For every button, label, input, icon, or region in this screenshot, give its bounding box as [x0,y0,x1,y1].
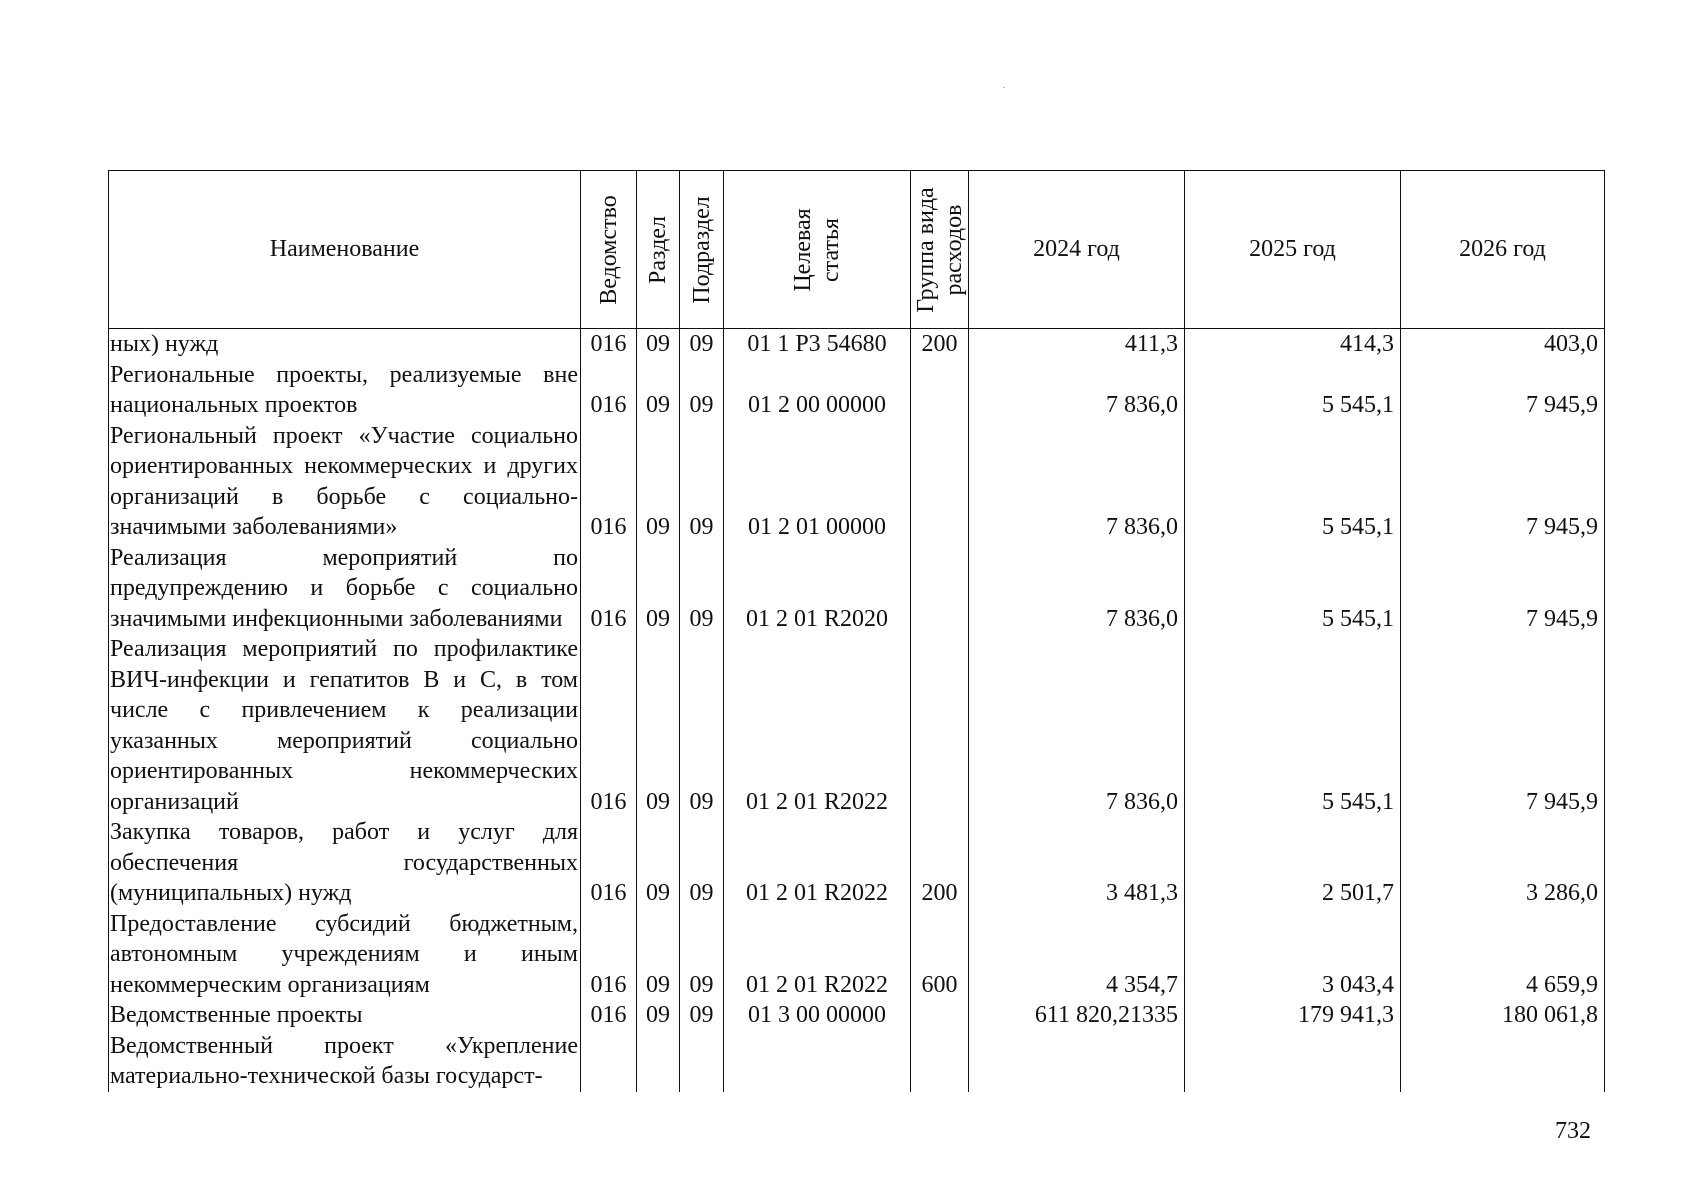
row-value-2024: 3 481,3 [969,817,1185,909]
row-podrazdel: 09 [680,909,724,1001]
row-value-2024: 7 836,0 [969,360,1185,421]
row-celevaya-statya: 01 2 01 00000 [724,421,911,543]
header-vedomstvo [581,171,637,329]
header-podrazdel-label: Подраздел [688,195,715,304]
header-2024 [969,171,1185,329]
row-value-2026: 3 286,0 [1401,817,1605,909]
table-row [109,360,1605,421]
row-vedomstvo: 016 [581,543,637,635]
row-podrazdel: 09 [680,421,724,543]
row-razdel [637,1031,680,1092]
row-gruppa [911,421,969,543]
row-value-2025: 5 545,1 [1185,421,1401,543]
header-podrazdel [680,171,724,329]
row-podrazdel: 09 [680,360,724,421]
row-gruppa [911,543,969,635]
row-value-2026: 180 061,8 [1401,1000,1605,1031]
row-name: Региональные проекты, реализуемые вне национальных проектов [109,360,581,421]
page-number: 732 [1555,1118,1591,1144]
header-row [109,171,1605,329]
row-gruppa: 600 [911,909,969,1001]
page-mark [1003,87,1005,88]
row-value-2026: 7 945,9 [1401,421,1605,543]
row-gruppa [911,360,969,421]
row-celevaya-statya: 01 1 Р3 54680 [724,329,911,360]
row-razdel: 09 [637,329,680,360]
header-celevaya-statya-label [789,208,845,291]
header-2025-label: 2025 год [1249,236,1336,263]
header-celevaya-line1: Целевая [790,207,816,292]
row-vedomstvo: 016 [581,421,637,543]
row-value-2025 [1185,1031,1401,1092]
table-row [109,329,1605,360]
row-value-2024: 4 354,7 [969,909,1185,1001]
row-vedomstvo: 016 [581,634,637,817]
row-value-2024: 7 836,0 [969,634,1185,817]
row-gruppa: 200 [911,329,969,360]
row-value-2024: 411,3 [969,329,1185,360]
row-celevaya-statya: 01 2 01 R2022 [724,909,911,1001]
row-celevaya-statya [724,1031,911,1092]
row-name: Предоставление субсидий бюджетным, автономным учреждениям и иным некоммерческим организациям [109,909,581,1001]
header-2026-label: 2026 год [1459,236,1546,263]
row-value-2025: 5 545,1 [1185,634,1401,817]
header-gruppa-vida-rashodov [911,171,969,329]
table-row [109,817,1605,909]
row-razdel: 09 [637,421,680,543]
table-row [109,543,1605,635]
row-gruppa [911,1031,969,1092]
row-podrazdel: 09 [680,329,724,360]
row-vedomstvo: 016 [581,329,637,360]
row-razdel: 09 [637,909,680,1001]
row-value-2025: 5 545,1 [1185,360,1401,421]
table-row [109,634,1605,817]
row-value-2025: 5 545,1 [1185,543,1401,635]
row-podrazdel [680,1031,724,1092]
row-value-2024: 611 820,21335 [969,1000,1185,1031]
header-vedomstvo-label: Ведомство [595,194,622,305]
row-podrazdel: 09 [680,817,724,909]
row-name: Реализация мероприятий по профилактике ВИЧ-инфекции и гепатитов В и С, в том числе с привлечением к реализации указанных мероприятий социально ориентированных некоммерческих организаций [109,634,581,817]
row-podrazdel: 09 [680,634,724,817]
row-value-2024: 7 836,0 [969,543,1185,635]
header-razdel [637,171,680,329]
row-value-2026: 7 945,9 [1401,543,1605,635]
row-celevaya-statya: 01 2 01 R2022 [724,634,911,817]
row-gruppa: 200 [911,817,969,909]
header-name-label: Наименование [269,236,420,263]
row-podrazdel: 09 [680,1000,724,1031]
row-name: Ведомственные проекты [109,1000,581,1031]
budget-table [108,170,1605,1092]
row-name: Ведомственный проект «Укрепление материально-технической базы государст- [109,1031,581,1092]
row-celevaya-statya: 01 3 00 00000 [724,1000,911,1031]
row-celevaya-statya: 01 2 01 R2022 [724,817,911,909]
row-value-2026: 403,0 [1401,329,1605,360]
row-podrazdel: 09 [680,543,724,635]
header-2025 [1185,171,1401,329]
row-value-2024 [969,1031,1185,1092]
row-value-2026: 7 945,9 [1401,634,1605,817]
header-razdel-label: Раздел [645,215,671,284]
row-name: Региональный проект «Участие социально ориентированных некоммерческих и других организаций в борьбе с социально-значимыми заболеваниями» [109,421,581,543]
row-razdel: 09 [637,817,680,909]
row-celevaya-statya: 01 2 00 00000 [724,360,911,421]
row-value-2026: 7 945,9 [1401,360,1605,421]
table-row [109,909,1605,1001]
row-value-2026 [1401,1031,1605,1092]
row-razdel: 09 [637,634,680,817]
header-2024-label: 2024 год [1033,236,1120,263]
row-gruppa [911,634,969,817]
row-value-2026: 4 659,9 [1401,909,1605,1001]
row-razdel: 09 [637,543,680,635]
row-gruppa [911,1000,969,1031]
header-gruppa-line1: Группа вида [912,186,939,313]
row-value-2024: 7 836,0 [969,421,1185,543]
row-name: Реализация мероприятий по предупреждению и борьбе с социально значимыми инфекционными заболеваниями [109,543,581,635]
header-celevaya-line2: статья [818,217,844,282]
row-value-2025: 414,3 [1185,329,1401,360]
header-name [109,171,581,329]
row-razdel: 09 [637,1000,680,1031]
row-vedomstvo: 016 [581,909,637,1001]
row-value-2025: 179 941,3 [1185,1000,1401,1031]
row-vedomstvo: 016 [581,817,637,909]
row-value-2025: 3 043,4 [1185,909,1401,1001]
header-gruppa-label [912,187,968,312]
row-vedomstvo: 016 [581,360,637,421]
row-name: ных) нужд [109,329,581,360]
row-name: Закупка товаров, работ и услуг для обеспечения государственных (муниципальных) нужд [109,817,581,909]
header-celevaya-statya [724,171,911,329]
table-row [109,1031,1605,1092]
row-value-2025: 2 501,7 [1185,817,1401,909]
table-row [109,421,1605,543]
row-vedomstvo [581,1031,637,1092]
row-razdel: 09 [637,360,680,421]
row-vedomstvo: 016 [581,1000,637,1031]
header-2026 [1401,171,1605,329]
header-gruppa-line2: расходов [940,204,967,295]
row-celevaya-statya: 01 2 01 R2020 [724,543,911,635]
table-row [109,1000,1605,1031]
